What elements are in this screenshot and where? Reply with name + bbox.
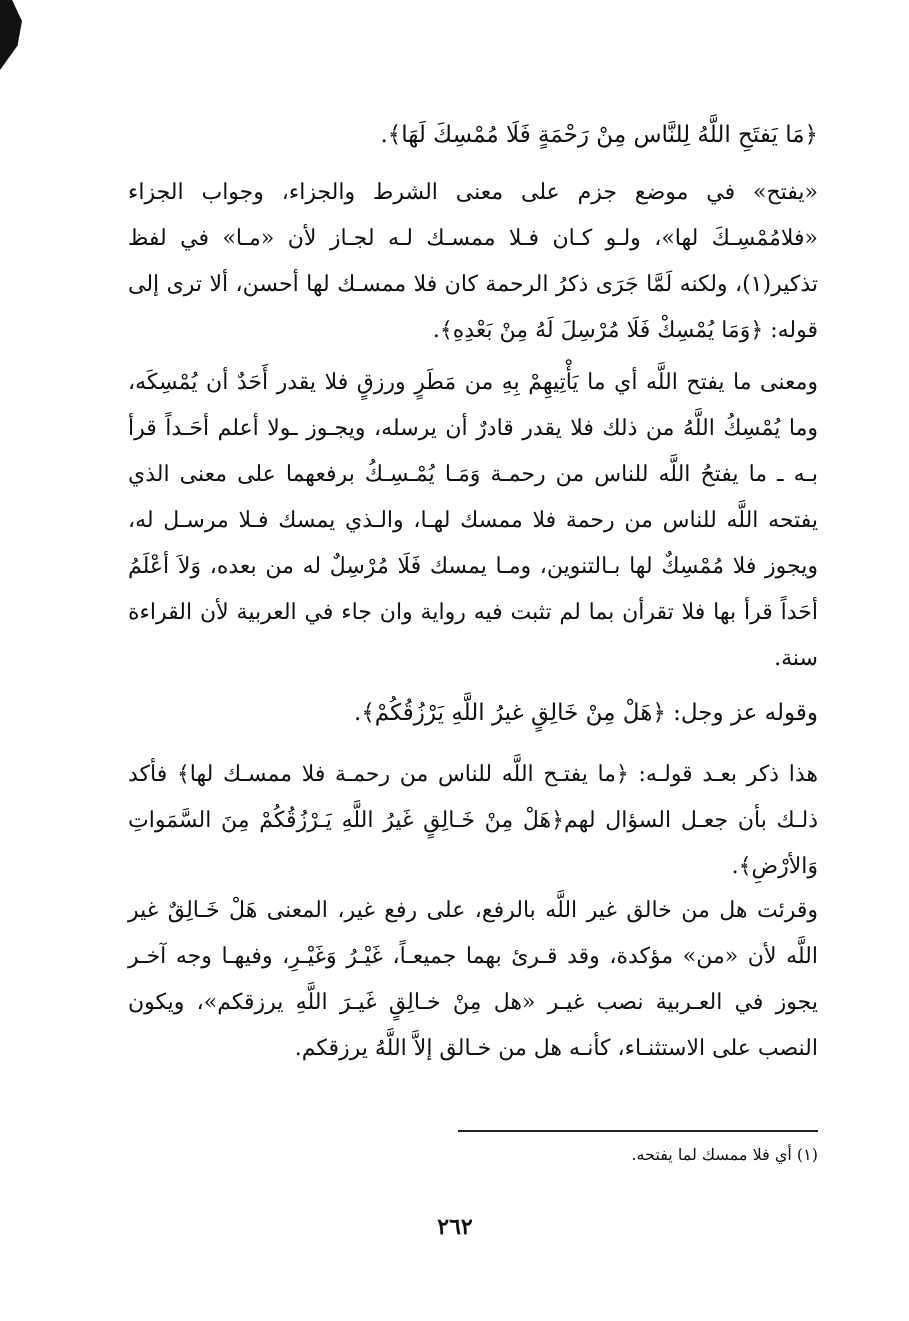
- paragraph-text-2: ومعنى ما يفتح اللَّه أي ما يَأْتِيهِمْ بِهِ من مَطَرٍ ورزقٍ فلا يقدر أَحَدٌ أن يُمْسِكَه، وما يُمْسِكُ اللَّهُ من ذلك فلا يقدر قادرٌ أن يرسله، ويجـوز ـولا أعلم أحَـداً قرأ بـه ـ ما يفتحُ اللَّه للناس من رحمـة وَمَـا يُمْـسِـكُ برفعهما على معنى الذي يفتحه اللَّه للناس من رحمة فلا ممسك لهـا، والـذي يمسك فـلا مرسـل له، ويجوز فلا مُمْسِكٌ لها بـالتنوين، ومـا يمسك فَلَا مُرْسِلٌ له من بعده، وَلاَ أعْلَمُ أحَداً قرأ بها فلا تقرأن بما لم تثبت فيه رواية وان جاء في العربية لأن القراءة سنة.: [128, 370, 818, 671]
- paragraph-4: [128, 752, 818, 890]
- paragraph-2: [128, 360, 818, 682]
- footnote-separator: [458, 1130, 818, 1132]
- paragraph-text-3: وقوله عز وجل: ﴿هَلْ مِنْ خَالِقٍ غيرُ اللَّهِ يَرْزُقُكُمْ﴾.: [354, 700, 818, 726]
- page-number: ٢٦٢: [437, 1214, 473, 1240]
- verse-text-1: ﴿مَا يَفتَحِ اللَّهُ لِلنَّاس مِنْ رَحْمَةٍ فَلَا مُمْسِكَ لَهَا﴾.: [380, 122, 818, 148]
- paragraph-1: [128, 170, 818, 354]
- scan-edge-mark: [0, 0, 22, 70]
- paragraph-5: [128, 888, 818, 1072]
- paragraph-text-5: وقرئت هل من خالق غير اللَّه بالرفع، على رفع غير، المعنى هَلْ خَـالِقٌ غير اللَّه لأن «من» مؤكدة، وقد قـرئ بهما جميعـاً، غَيْـرُ وَغَيْـرِ، وفيهـا وجه آخـر يجوز في العـربية نصب غيـر «هل مِنْ خـالِقٍ غَيـرَ اللَّهِ يرزقكم»، ويكون النصب على الاستثنـاء، كأنـه هل من خـالق إلاَّ اللَّهُ يرزقكم.: [128, 898, 818, 1061]
- footnote: (١) أي فلا ممسك لما يفتحه.: [631, 1145, 818, 1164]
- paragraph-3: [128, 690, 818, 736]
- paragraph-text-4: هذا ذكر بعـد قولـه: ﴿ما يفتـح اللَّه للناس من رحمـة فلا ممسـك لها﴾ فأكد ذلـك بأن جعـل السؤال لهم﴿هَلْ مِنْ خَـالِقٍ غَيرُ اللَّهِ يَـرْزُقُكُمْ مِنَ السَّمَواتِ وَالأرْضِ﴾.: [128, 762, 818, 879]
- verse-heading-1: [128, 112, 818, 158]
- paragraph-text-1: «يفتح» في موضع جزم على معنى الشرط والجزاء، وجواب الجزاء «فلامُمْسِـكَ لها»، ولـو كـان فـلا ممسـك لـه لجـاز لأن «مـا» في لفظ تذكير(١)، ولكنه لَمَّا جَرَى ذكرُ الرحمة كان فلا ممسـك لها أحسن، ألا ترى إلى قوله: ﴿وَمَا يُمْسِكْ فَلَا مُرْسِلَ لَهُ مِنْ بَعْدِهِ﴾.: [128, 180, 818, 343]
